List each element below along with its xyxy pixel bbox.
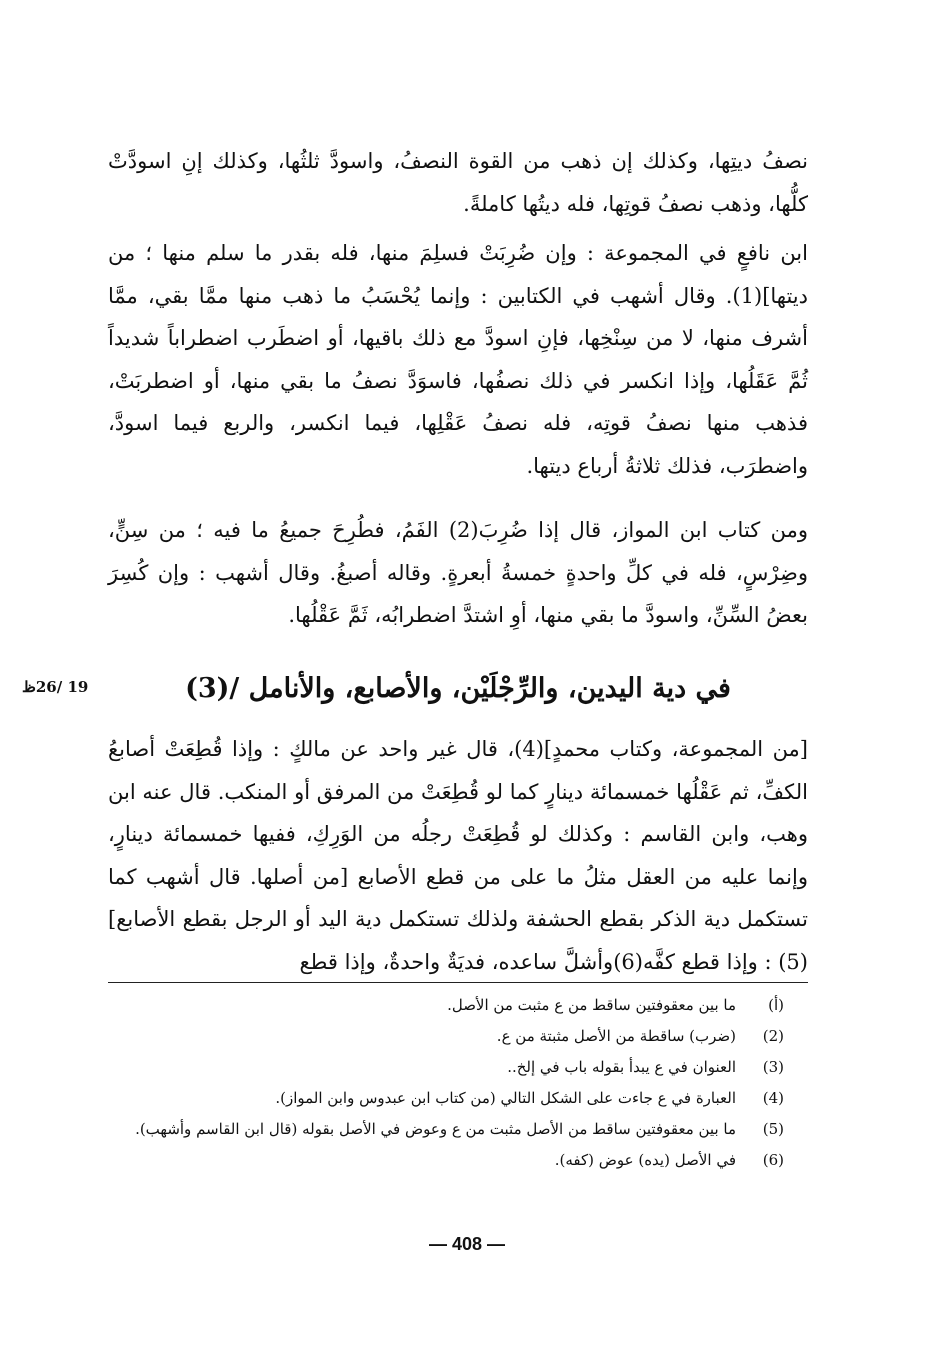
paragraph-1-text: نصفُ ديتِها، وكذلك إن ذهب من القوة النصفُ، واسودَّ ثلثُها، وكذلك إنِ اسودَّتْ كلُّها، وذهب نصفُ قوتِها، فله ديتُها كاملةً. — [108, 149, 808, 216]
paragraph-1 — [108, 140, 808, 225]
footnote-text: في الأصل (يده) عوض (كفه). — [554, 1151, 736, 1169]
footnote-number: (6) — [762, 1151, 784, 1169]
footnote-number: (أ) — [768, 996, 784, 1014]
paragraph-2 — [108, 232, 808, 487]
footnote-text: ما بين معقوفتين ساقط من ع مثبت من الأصل. — [447, 996, 736, 1014]
footnote-text: ما بين معقوفتين ساقط من الأصل مثبت من ع وعوض في الأصل بقوله (قال ابن القاسم وأشهب). — [135, 1120, 736, 1138]
paragraph-2-text: ابن نافعٍ في المجموعة : وإن ضُرِبَتْ فسلِمَ منها، فله بقدر ما سلم منها ؛ من ديتها](1). وقال أشهب في الكتابين : وإنما يُحْسَبُ ما ذهب منها ممَّا بقي، ممَّا أشرف منها، لا من سِنْخِها، فإنِ اسودَّ مع ذلك باقيها، أو اضطَرب اضطراباً شديداً ثُمَّ عَقَلُها، وإذا انكسر في ذلك نصفُها، فاسوَدَّ نصفُ ما بقي منها، أو اضطربَتْ، فذهب منها نصفُ قوتِه، فله نصفُ عَقْلِها، فيما انكسر، والربع فيما اسودَّ، واضطرَب، فذلك ثلاثةُ أرباع ديتها. — [108, 241, 808, 478]
page-number: — 408 — — [428, 1234, 506, 1254]
footnote-text: العنوان في ع يبدأ بقوله باب في إلخ.. — [507, 1058, 736, 1076]
footnotes — [134, 990, 784, 1176]
footnote-2 — [134, 1021, 784, 1052]
footnote-number: (3) — [762, 1058, 784, 1076]
paragraph-3-text: ومن كتاب ابن المواز، قال إذا ضُرِبَ(2) الفَمُ، فطُرِحَ جميعُ ما فيه ؛ من سِنٍّ، وضِرْسٍ، فله في كلِّ واحدةٍ خمسةُ أبعرةٍ. وقاله أصبغُ. وقال أشهب : وإن كُسِرَ بعضُ السِّنِّ، واسودَّ ما بقي منها، أوِ اشتدَّ اضطرابُه، ثَمَّ عَقْلُها. — [108, 518, 808, 627]
footnote-6 — [134, 1145, 784, 1176]
footnote-3 — [134, 1052, 784, 1083]
footnote-4 — [134, 1083, 784, 1114]
paragraph-4-text: [من المجموعة، وكتاب محمدٍ](4)، قال غير واحد عن مالكٍ : وإذا قُطِعَتْ أصابعُ الكفِّ، ثم عَقْلُها خمسمائة دينارٍ كما لو قُطِعَتْ من المرفق أو المنكب. قال عنه ابن وهب، وابن القاسم : وكذلك لو قُطِعَتْ رجلُه من الوَرِكِ، ففيها خمسمائة دينارٍ، وإنما عليه من العقل مثلُ ما على من قطع الأصابع [من أصلها. قال أشهب كما تستكمل دية الذكر بقطع الحشفة ولذلك تستكمل دية اليد أو الرجل بقطع الأصابع](5) : وإذا قطع كفَّه(6)وأشلَّ ساعده، فديَةٌ واحدةٌ، وإذا قطع — [108, 737, 809, 974]
footnote-5 — [134, 1114, 784, 1145]
footnote-number: (4) — [762, 1089, 784, 1107]
footnote-number: (2) — [762, 1027, 784, 1045]
footnote-text: (ضرب) ساقطة من الأصل مثبتة من ع. — [496, 1027, 736, 1045]
footnote-number: (5) — [762, 1120, 784, 1138]
manuscript-folio-note: 19 /26ظ — [22, 678, 89, 696]
footnote-divider — [108, 982, 808, 983]
footnote-text: العبارة في ع جاءت على الشكل التالي (من كتاب ابن عبدوس وابن المواز). — [275, 1089, 736, 1107]
section-heading: في دية اليدين، والرِّجْلَيْن، والأصابع، والأنامل /(3) — [185, 673, 731, 704]
paragraph-3 — [108, 509, 808, 637]
paragraph-4 — [108, 728, 808, 983]
footnote-1 — [134, 990, 784, 1021]
